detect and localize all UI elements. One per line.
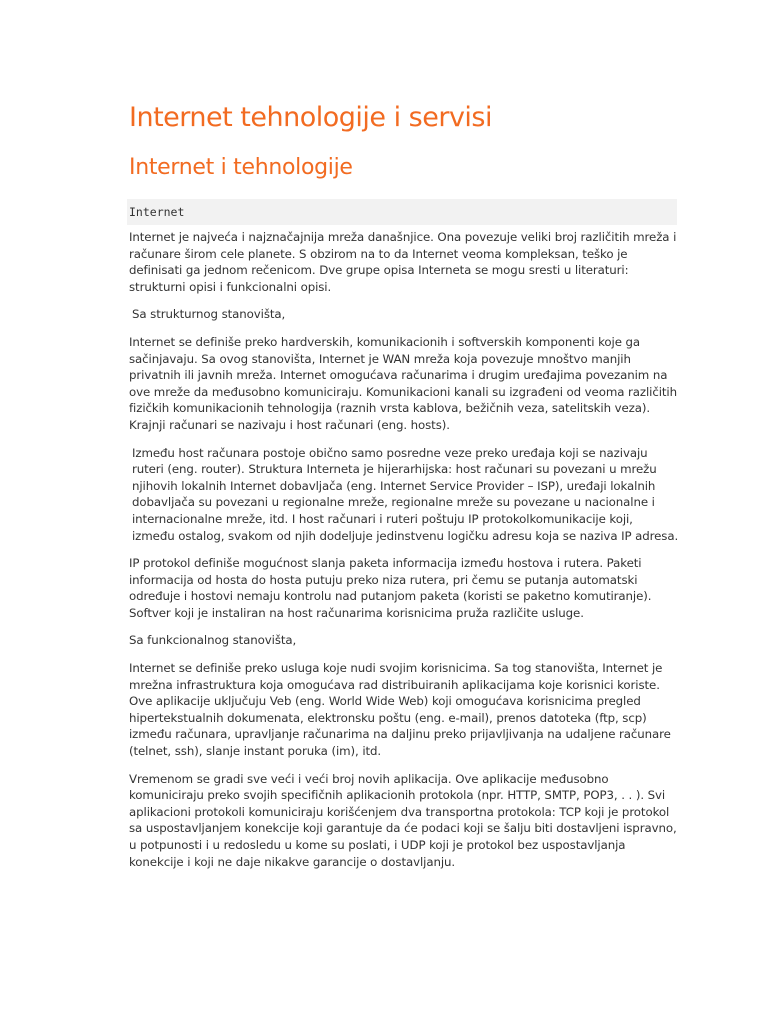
paragraph-functional-heading: Sa funkcionalnog stanovišta, (129, 633, 297, 648)
paragraph-hosts-routers: Između host računara postoje obično samo posredne veze preko uređaja koji se nazivaju ruteri (eng. router). Struktura Interneta je hijerarhijska: host računari su povezani u mrežu njihovih lokalnih Internet dobavljača (eng. Internet Service Provider – ISP), uređaji lokalnih dobavljača su povezani u regionalne mreže, regionalne mreže su povezane u nacionalne i internacionalne mreže, itd. I host računari i ruteri poštuju IP protokolkomunikacije koji, između ostalog, svakom od njih dodeljuje jedinstvenu logičku adresu koja se naziva IP adresa. (132, 445, 679, 543)
document-title: Internet tehnologije i servisi (129, 102, 492, 133)
document-page (129, 96, 679, 870)
section-title: Internet i tehnologije (129, 155, 353, 180)
paragraph-structural: Internet se definiše preko hardverskih, komunikacionih i softverskih komponenti koje ga sačinjavaju. Sa ovog stanovišta, Internet je WAN mreža koja povezuje mnoštvo manjih privatnih ili javnih mreža. Internet omogućava računarima i drugim uređajima povezanim na ove mreže da međusobno komuniciraju. Komunikacioni kanali su izgrađeni od veoma različitih fizičkih komunikacionih tehnologija (raznih vrsta kablova, bežičnih veza, satelitskih veza). Krajnji računari se nazivaju i host računari (eng. hosts). (129, 334, 677, 432)
paragraph-ip-protocol: IP protokol definiše mogućnost slanja paketa informacija između hostova i rutera. Paketi informacija od hosta do hosta putuju preko niza rutera, pri čemu se putanja automatski određuje i hostovi nemaju kontrolu nad putanjom paketa (koristi se paketno komutiranje). Softver koji je instaliran na host računarima korisnicima pruža različite usluge. (129, 556, 652, 620)
paragraph-applications: Vremenom se gradi sve veći i veći broj novih aplikacija. Ove aplikacije međusobno komuniciraju preko svojih specifičnih aplikacionih protokola (npr. HTTP, SMTP, POP3, . . ). Svi aplikacioni protokoli komuniciraju korišćenjem dva transportna protokola: TCP koji je protokol sa uspostavljanjem konekcije koji garantuje da će podaci koji se šalju biti dostavljeni ispravno, u potpunosti i u redosledu u kome su poslati, i UDP koji je protokol bez uspostavljanja konekcije i koji ne daje nikakve garancije o dostavljanju. (129, 771, 677, 869)
code-label: Internet (127, 199, 677, 225)
paragraph-functional: Internet se definiše preko usluga koje nudi svojim korisnicima. Sa tog stanovišta, Internet je mrežna infrastruktura koja omogućava rad distribuiranih aplikacijama koje korisnici koriste. Ove aplikacije uključuju Veb (eng. World Wide Web) koji omogućava korisnicima pregled hipertekstualnih dokumenata, elektronsku poštu (eng. e-mail), prenos datoteka (ftp, scp) između računara, upravljanje računarima na daljinu preko prijavljivanja na udaljene računare (telnet, ssh), slanje instant poruka (im), itd. (129, 661, 671, 759)
paragraph-intro: Internet je najveća i najznačajnija mreža današnjice. Ona povezuje veliki broj različitih mreža i računare širom cele planete. S obzirom na to da Internet veoma kompleksan, teško je definisati ga jednom rečenicom. Dve grupe opisa Interneta se mogu sresti u literaturi: strukturni opisi i funkcionalni opisi. (129, 230, 677, 294)
paragraph-structural-heading: Sa strukturnog stanovišta, (132, 307, 286, 322)
